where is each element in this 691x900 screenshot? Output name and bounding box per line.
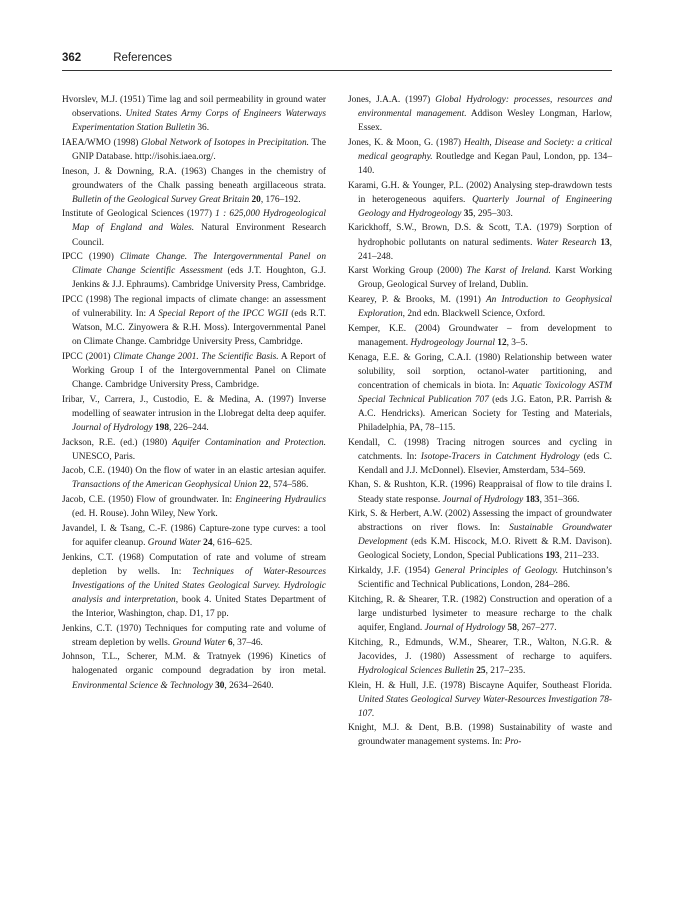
reference-text: Kenaga, E.E. & Goring, C.A.I. (1980) Relationship between water solubility, soil sorption, octanol-water partitioning, and concentration of chemicals in biota. In:: [348, 352, 612, 391]
reference-title-italic: Transactions of the American Geophysical Union: [72, 480, 257, 491]
reference-entry: [348, 679, 612, 721]
reference-title-italic: Journal of Hydrology: [442, 494, 524, 505]
reference-text: Addison Wesley Longman, Harlow, Essex.: [358, 109, 613, 134]
reference-title-italic: Bulletin of the Geological Survey Great Britain: [72, 194, 250, 205]
reference-title-italic: Engineering Hydraulics: [235, 495, 326, 506]
reference-text: Javandel, I. & Tsang, C.-F. (1986) Capture-zone type curves: a tool for aquifer cleanup.: [62, 523, 326, 548]
reference-entry: [62, 464, 326, 492]
reference-text: Institute of Geological Sciences (1977): [62, 209, 216, 220]
reference-entry: [62, 350, 326, 392]
reference-title-italic: Global Network of Isotopes in Precipitation.: [141, 137, 309, 148]
reference-title-italic: Global Hydrology: processes, resources and environmental management.: [358, 95, 612, 120]
reference-text: Jones, K. & Moon, G. (1987): [348, 137, 464, 148]
reference-text: Hvorslev, M.J. (1951) Time lag and soil permeability in ground water observations.: [62, 95, 326, 120]
reference-entry: [348, 221, 612, 263]
reference-volume: 193: [545, 551, 560, 562]
reference-text: Hutchinson’s Scientific and Technical Publications, London, 284–286.: [358, 566, 612, 591]
reference-text: Kemper, K.E. (2004) Groundwater – from development to management.: [348, 323, 612, 348]
reference-text: (eds J.G. Eaton, P.R. Parrish & A.C. Hendricks). American Society for Testing and Materials, Philadelphia, PA, 78–115.: [358, 394, 612, 433]
reference-entry: [348, 136, 612, 178]
reference-volume: 6: [227, 637, 233, 648]
reference-text: , 616–625.: [212, 537, 253, 548]
reference-text: Johnson, T.L., Scherer, M.M. & Tratnyek (1996) Kinetics of halogenated organic compound degradation by iron metal.: [62, 652, 326, 677]
reference-volume: 58: [507, 623, 517, 634]
reference-entry: [62, 250, 326, 292]
reference-entry: [62, 522, 326, 550]
reference-text: Jones, J.A.A. (1997): [348, 95, 436, 105]
reference-text: Kitching, R., Edmunds, W.M., Shearer, T.R., Walton, N.G.R. & Jacovides, J. (1980) Assessment of recharge to aquifers.: [348, 637, 612, 662]
page-number: 362: [62, 52, 82, 64]
reference-text: (ed. H. Rouse). John Wiley, New York.: [72, 509, 218, 520]
reference-title-italic: United States Geological Survey Water-Resources Investigation 78-107.: [358, 694, 612, 719]
reference-entry: [348, 436, 612, 478]
reference-entry: [62, 207, 326, 249]
reference-title-italic: Water Research: [536, 237, 597, 248]
reference-text: Jenkins, C.T. (1970) Techniques for computing rate and volume of stream depletion by wells.: [62, 623, 326, 648]
reference-entry: [62, 650, 326, 692]
reference-title-italic: Ground Water: [147, 537, 201, 548]
reference-entry: [348, 179, 612, 221]
reference-title-italic: Health, Disease and Society: a critical medical geography.: [358, 137, 612, 162]
reference-text: , 37–46.: [232, 637, 263, 648]
section-title: References: [113, 52, 173, 64]
reference-text: A Report of Working Group I of the Intergovernmental Panel on Climate Change. Cambridge University Press, Cambridge.: [72, 351, 326, 391]
reference-entry: [348, 322, 612, 350]
reference-text: Karami, G.H. & Younger, P.L. (2002) Analysing step-drawdown tests in heterogeneous aquifers.: [348, 180, 612, 205]
reference-title-italic: United States Army Corps of Engineers Waterways Experimentation Station Bulletin: [72, 109, 326, 134]
reference-title-italic: 1 : 625,000 Hydrogeological Map of England and Wales.: [72, 209, 326, 234]
reference-title-italic: Journal of Hydrology: [72, 422, 153, 433]
reference-entry: [62, 165, 326, 207]
reference-text: , book 4. United States Department of the Interior, Washington, chap. D1, 17 pp.: [72, 594, 326, 619]
reference-entry: [348, 351, 612, 436]
reference-text: , 295–303.: [473, 208, 513, 219]
reference-text: , 267–277.: [516, 623, 557, 634]
reference-title-italic: Quarterly Journal of Engineering Geology and Hydrogeology: [358, 194, 612, 219]
reference-entry: [62, 622, 326, 650]
reference-volume: 20: [251, 194, 261, 205]
reference-text: Karickhoff, S.W., Brown, D.S. & Scott, T.A. (1979) Sorption of hydrophobic pollutants on natural sediments.: [348, 223, 612, 248]
reference-text: Jenkins, C.T. (1968) Computation of rate and volume of stream depletion by wells. In:: [62, 552, 326, 577]
reference-text: Jackson, R.E. (ed.) (1980): [62, 437, 173, 448]
reference-text: Kearey, P. & Brooks, M. (1991): [348, 295, 486, 306]
reference-title-italic: Climate Change. The Intergovernmental Panel on Climate Change Scientific Assessment: [72, 252, 326, 277]
reference-title-italic: Environmental Science & Technology: [72, 680, 213, 691]
reference-text: IPCC (1998) The regional impacts of climate change: an assessment of vulnerability. In:: [62, 295, 326, 320]
reference-title-italic: The Karst of Ireland.: [466, 266, 551, 277]
reference-entry: [62, 136, 326, 164]
reference-entry: [348, 93, 612, 135]
running-header: [62, 52, 612, 64]
reference-text: , 241–248.: [358, 237, 612, 262]
reference-text: , 2nd edn. Blackwell Science, Oxford.: [402, 309, 546, 320]
reference-entry: [62, 436, 326, 464]
reference-title-italic: Sustainable Groundwater Development: [358, 523, 612, 548]
reference-text: , 2634–2640.: [224, 680, 274, 691]
reference-volume: 35: [463, 208, 474, 219]
reference-entry: [348, 478, 612, 506]
reference-text: Kirkaldy, J.F. (1954): [348, 566, 435, 577]
reference-title-italic: Aquifer Contamination and Protection.: [172, 437, 326, 448]
reference-entry: [348, 293, 612, 321]
reference-text: Iribar, V., Carrera, J., Custodio, E. & Medina, A. (1997) Inverse modelling of seawater intrusion in the Llobregat delta deep aquifer.: [62, 394, 326, 419]
reference-text: IPCC (2001): [62, 351, 114, 362]
reference-text: , 217–235.: [485, 665, 526, 676]
reference-text: Kirk, S. & Herbert, A.W. (2002) Assessing the impact of groundwater abstractions on river flows. In:: [348, 509, 612, 534]
reference-title-italic: Hydrogeology Journal: [410, 337, 495, 348]
reference-volume: 183: [525, 494, 540, 505]
reference-entry: [348, 721, 612, 749]
reference-title-italic: Techniques of Water-Resources Investigations of the United States Geological Survey. Hydrologic analysis and interpretation: [72, 566, 326, 605]
reference-title-italic: Aquatic Toxicology ASTM Special Technical Publication 707: [358, 380, 613, 405]
reference-text: , 226–244.: [168, 422, 209, 433]
reference-text: Karst Working Group, Geological Survey of Ireland, Dublin.: [358, 266, 612, 291]
right-reference-column: [348, 93, 612, 750]
reference-text: (eds R.T. Watson, M.C. Zinyowera & R.H. Moss). Intergovernmental Panel on Climate Change. Cambridge University Press, Cambridge.: [72, 309, 326, 348]
reference-volume: 198: [154, 422, 169, 433]
reference-text: Khan, S. & Rushton, K.R. (1996) Reappraisal of flow to tile drains I. Steady state response.: [348, 480, 612, 505]
reference-text: 36.: [195, 123, 210, 134]
reference-entry: [348, 264, 612, 292]
reference-text: Jacob, C.E. (1950) Flow of groundwater. In:: [62, 495, 236, 506]
reference-entry: [348, 564, 612, 592]
reference-volume: 30: [215, 680, 225, 691]
reference-entry: [348, 636, 612, 678]
reference-text: (eds J.T. Houghton, G.J. Jenkins & J.J. Ephraums). Cambridge University Press, Cambridge.: [72, 266, 326, 291]
reference-text: Kitching, R. & Shearer, T.R. (1982) Construction and operation of a large undisturbed lysimeter to measure recharge to the chalk aquifer, England.: [348, 594, 612, 634]
reference-volume: 24: [203, 537, 213, 548]
reference-title-italic: Climate Change 2001. The Scientific Basis.: [113, 351, 279, 362]
reference-text: IAEA/WMO (1998): [62, 137, 142, 148]
reference-title-italic: A Special Report of the IPCC WGII: [149, 309, 288, 320]
reference-text: Karst Working Group (2000): [348, 266, 467, 277]
reference-title-italic: An Introduction to Geophysical Exploration: [358, 295, 612, 320]
reference-text: The GNIP Database. http://isohis.iaea.org/.: [72, 137, 326, 162]
reference-text: Jacob, C.E. (1940) On the flow of water in an elastic artesian aquifer.: [62, 466, 326, 477]
reference-entry: [62, 493, 326, 521]
reference-text: Ineson, J. & Downing, R.A. (1963) Changes in the chemistry of groundwaters of the Chalk passing beneath argillaceous strata.: [62, 166, 326, 191]
reference-entry: [62, 551, 326, 621]
reference-text: Kendall, C. (1998) Tracing nitrogen sources and cycling in catchments. In:: [348, 437, 612, 462]
reference-text: , 176–192.: [260, 194, 301, 205]
reference-text: , 3–5.: [506, 337, 528, 348]
reference-entry: [62, 393, 326, 435]
reference-volume: 13: [600, 237, 610, 248]
left-reference-column: [62, 93, 326, 693]
reference-text: (eds K.M. Hiscock, M.O. Rivett & R.M. Davison). Geological Society, London, Special Publications: [358, 537, 612, 562]
reference-title-italic: Pro-: [504, 737, 522, 748]
reference-text: Natural Environment Research Council.: [72, 223, 326, 248]
reference-volume: 22: [259, 480, 269, 491]
reference-title-italic: Ground Water: [172, 637, 226, 648]
reference-entry: [62, 293, 326, 349]
reference-volume: 12: [497, 337, 507, 348]
reference-text: IPCC (1990): [62, 252, 120, 263]
reference-entry: [348, 507, 612, 563]
reference-text: UNESCO, Paris.: [72, 451, 136, 462]
reference-title-italic: General Principles of Geology.: [434, 566, 559, 577]
reference-title-italic: Isotope-Tracers in Catchment Hydrology: [420, 451, 580, 462]
reference-volume: 25: [476, 665, 486, 676]
reference-text: Knight, M.J. & Dent, B.B. (1998) Sustainability of waste and groundwater management systems. In:: [348, 723, 612, 748]
header-rule: [62, 70, 612, 71]
reference-text: , 351–366.: [539, 494, 580, 505]
reference-text: , 211–233.: [559, 551, 599, 562]
reference-text: Routledge and Kegan Paul, London, pp. 134–140.: [358, 151, 613, 177]
reference-entry: [62, 93, 326, 135]
reference-text: , 574–586.: [268, 480, 309, 491]
reference-title-italic: Journal of Hydrology: [424, 623, 506, 634]
reference-text: (eds C. Kendall and J.J. McDonnel). Elsevier, Amsterdam, 534–569.: [358, 451, 613, 476]
reference-text: Klein, H. & Hull, J.E. (1978) Biscayne Aquifer, Southeast Florida.: [348, 680, 612, 691]
reference-entry: [348, 593, 612, 635]
reference-title-italic: Hydrological Sciences Bulletin: [358, 665, 474, 676]
